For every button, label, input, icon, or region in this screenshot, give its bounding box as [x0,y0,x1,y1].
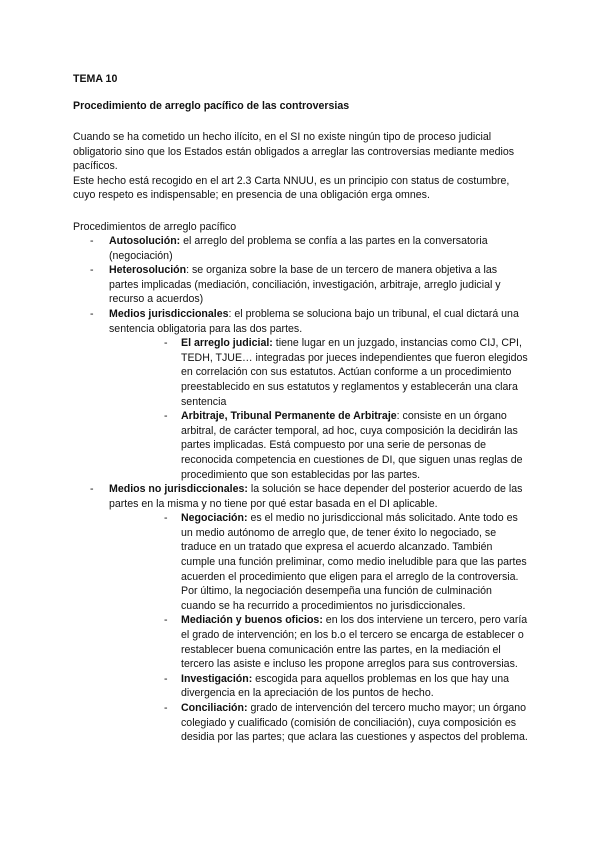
bullet-dash: - [90,235,94,247]
document-title: TEMA 10 [73,73,118,85]
intro-text [73,130,523,203]
sub-list [109,511,528,745]
item-text: : consiste en un órgano arbitral, de carácter temporal, ad hoc, cuya composición la decidirán las partes implicadas. Está compuesto por una serie de personas de reconocida competencia en cuestiones de DI, que siguen unas reglas de procedimiento que son establecidas por las partes. [181,410,523,481]
sub-list-item [109,672,528,701]
item-term: Investigación: [181,672,253,685]
item-term: Negociación: [181,512,248,525]
item-term: Mediación y buenos oficios: [181,614,323,627]
item-text: escogida para aquellos problemas en los que hay una divergencia en la apreciación de los puntos de hecho. [181,672,510,700]
item-term: Conciliación: [181,702,248,714]
item-term: Arbitraje, Tribunal Permanente de Arbitraje [181,410,397,423]
item-text: la solución se hace depender del posterior acuerdo de las partes en la misma y no tiene por qué estar basada en el DI aplicable. [109,483,523,510]
procedures-list [73,234,528,745]
sub-list [109,336,528,482]
list-item [73,482,528,745]
list-item [73,307,528,482]
item-text: tiene lugar en un juzgado, instancias como CIJ, CPI, TEDH, TJUE… integradas por jueces independientes que fueron elegidos en correlación con sus estatutos. Actúan conforme a un procedimiento preestablecido en sus estatutos y reglamentos y establecerán una clara sentencia [181,337,528,408]
list-heading: Procedimientos de arreglo pacífico [73,221,237,233]
bullet-dash: - [164,702,168,714]
intro-paragraph: Cuando se ha cometido un hecho ilícito, en el SI no existe ningún tipo de proceso judicial obligatorio sino que los Estados están obligados a arreglar las controversias mediante medios pacíficos. [73,131,515,173]
item-term: Heterosolución [109,264,187,277]
sub-list-item [109,336,528,409]
item-term: Medios no jurisdiccionales: [109,483,248,496]
item-text: : se organiza sobre la base de un tercero de manera objetiva a las partes implicadas (mediación, conciliación, investigación, arbitraje, arreglo judicial y recurso a acuerdos) [109,264,501,306]
bullet-dash: - [90,483,94,496]
item-term: El arreglo judicial: [181,337,273,350]
bullet-dash: - [164,614,168,627]
sub-list-item [109,701,528,745]
list-item [73,263,528,307]
intro-paragraph: Este hecho está recogido en el art 2.3 Carta NNUU, es un principio con status de costumbre, cuyo respeto es indispensable; en presencia de una obligación erga omnes. [73,174,510,202]
item-term: Medios jurisdiccionales [109,307,229,320]
item-text: el arreglo del problema se confía a las partes en la conversatoria (negociación) [109,235,488,262]
list-item [73,234,528,263]
bullet-dash: - [164,672,168,685]
bullet-dash: - [164,337,168,350]
bullet-dash: - [164,410,168,423]
document-subtitle: Procedimiento de arreglo pacífico de las controversias [73,100,350,112]
sub-list-item [109,613,528,671]
bullet-dash: - [90,307,94,320]
item-text: es el medio no jurisdiccional más solicitado. Ante todo es un medio autónomo de arreglo que, de tener éxito lo negociado, se traduce en un tratado que expresa el acuerdo alcanzado. También cumple una función preliminar, como medio ineludible para que las partes acuerden el procedimiento que eligen para el arreglo de la controversia. Por último, la negociación desempeña una función de culminación cuando se ha recurrido a procedimientos no jurisdiccionales. [181,512,527,612]
item-text: grado de intervención del tercero mucho mayor; un órgano colegiado y cualificado (comisión de conciliación), cuya composición es desidia por las partes; que aclara las cuestiones y aspectos del problema. [181,702,528,744]
bullet-dash: - [164,512,168,525]
sub-list-item [109,409,528,482]
sub-list-item [109,511,528,613]
item-text: : el problema se soluciona bajo un tribunal, el cual dictará una sentencia obligatoria para las dos partes. [109,307,519,335]
item-term: Autosolución: [109,235,181,247]
bullet-dash: - [90,264,94,277]
item-text: en los dos interviene un tercero, pero varía el grado de intervención; en los b.o el tercero se encarga de establecer o restablecer buena comunicación entre las partes, en la mediación el tercero las asiste e incluso les propone arreglos para sus controversias. [181,614,528,671]
